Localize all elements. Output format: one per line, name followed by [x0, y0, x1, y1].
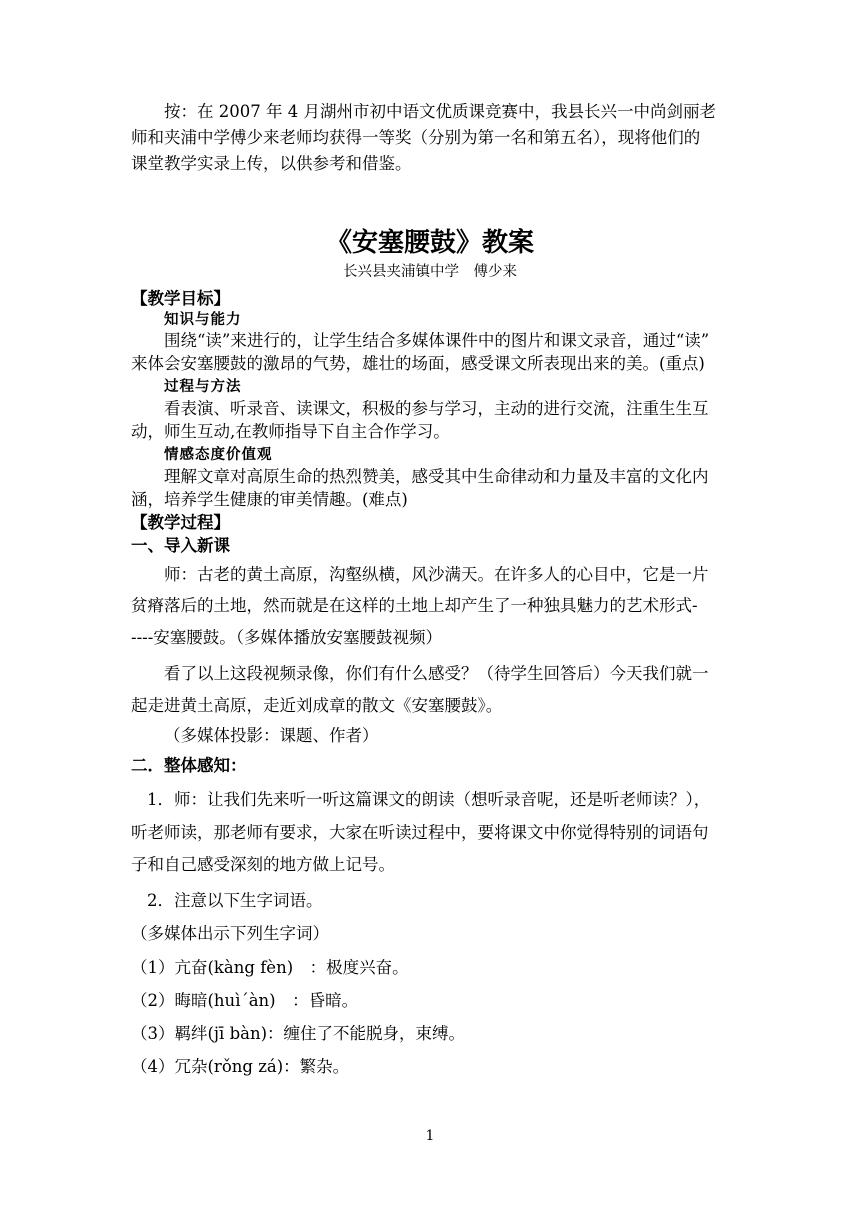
vocab-item: （2）晦暗(huìˊàn) ：昏暗。 [131, 991, 359, 1010]
emotion-line-2: 涵，培养学生健康的审美情趣。(难点) [131, 490, 408, 509]
section-1-para-2-line-1: 看了以上这段视频录像，你们有什么感受？（待学生回答后）今天我们就一 [164, 664, 709, 683]
section-1-para-1-line-1: 师：古老的黄土高原，沟壑纵横，风沙满天。在许多人的心目中，它是一片 [164, 565, 709, 584]
section-1-para-1-line-3: ----安塞腰鼓。（多媒体播放安塞腰鼓视频） [131, 628, 443, 647]
section-1-heading: 一、导入新课 [131, 536, 230, 555]
process-method-line-1: 看表演、听录音、读课文，积极的参与学习，主动的进行交流，注重生生互 [164, 399, 709, 418]
process-method-line-2: 动，师生互动,在教师指导下自主合作学习。 [131, 422, 450, 441]
section-2-heading: 二．整体感知： [131, 756, 247, 775]
section-1-para-1-line-2: 贫瘠落后的土地，然而就是在这样的土地上却产生了一种独具魅力的艺术形式- [131, 596, 698, 615]
section-1-para-3: （多媒体投影：课题、作者） [164, 726, 379, 745]
note-line-2: 师和夹浦中学傅少来老师均获得一等奖（分别为第一名和第五名），现将他们的 [131, 128, 701, 147]
vocab-item: （1）亢奋(kàng fèn) ：极度兴奋。 [131, 958, 409, 977]
section-1-para-2-line-2: 起走进黄土高原，走近刘成章的散文《安塞腰鼓》。 [131, 696, 503, 715]
vocab-item: （4）冗杂(rǒng zá)：繁杂。 [131, 1057, 350, 1076]
process-method-heading: 过程与方法 [164, 379, 242, 395]
note-line-3: 课堂教学实录上传，以供参考和借鉴。 [131, 154, 412, 173]
section-2-para-3: （多媒体出示下列生字词） [131, 924, 329, 943]
process-heading: 【教学过程】 [131, 513, 230, 532]
objectives-heading: 【教学目标】 [131, 289, 230, 308]
section-2-para-1-line-3: 子和自己感受深刻的地方做上记号。 [131, 855, 395, 874]
note-line-1: 按：在 2007 年 4 月湖州市初中语文优质课竞赛中，我县长兴一中尚剑丽老 [164, 102, 716, 121]
emotion-heading: 情感态度价值观 [164, 447, 273, 463]
section-2-para-1-line-1: 1．师：让我们先来听一听这篇课文的朗读（想听录音呢，还是听老师读？）， [147, 790, 711, 809]
document-title: 《安塞腰鼓》教案 [325, 228, 534, 258]
document-author: 长兴县夹浦镇中学 傅少来 [343, 264, 517, 280]
page-number: 1 [425, 1128, 435, 1144]
section-2-para-2: 2．注意以下生字词语。 [147, 891, 323, 910]
knowledge-heading: 知识与能力 [164, 312, 242, 328]
knowledge-line-2: 来体会安塞腰鼓的激昂的气势，雄壮的场面，感受课文所表现出来的美。(重点) [131, 354, 705, 373]
section-2-para-1-line-2: 听老师读，那老师有要求，大家在听读过程中，要将课文中你觉得特别的词语句 [131, 823, 709, 842]
knowledge-line-1: 围绕“读”来进行的，让学生结合多媒体课件中的图片和课文录音，通过“读” [164, 331, 710, 350]
emotion-line-1: 理解文章对高原生命的热烈赞美，感受其中生命律动和力量及丰富的文化内 [164, 467, 709, 486]
vocab-item: （3）羁绊(jī bàn)：缠住了不能脱身，束缚。 [131, 1024, 466, 1043]
